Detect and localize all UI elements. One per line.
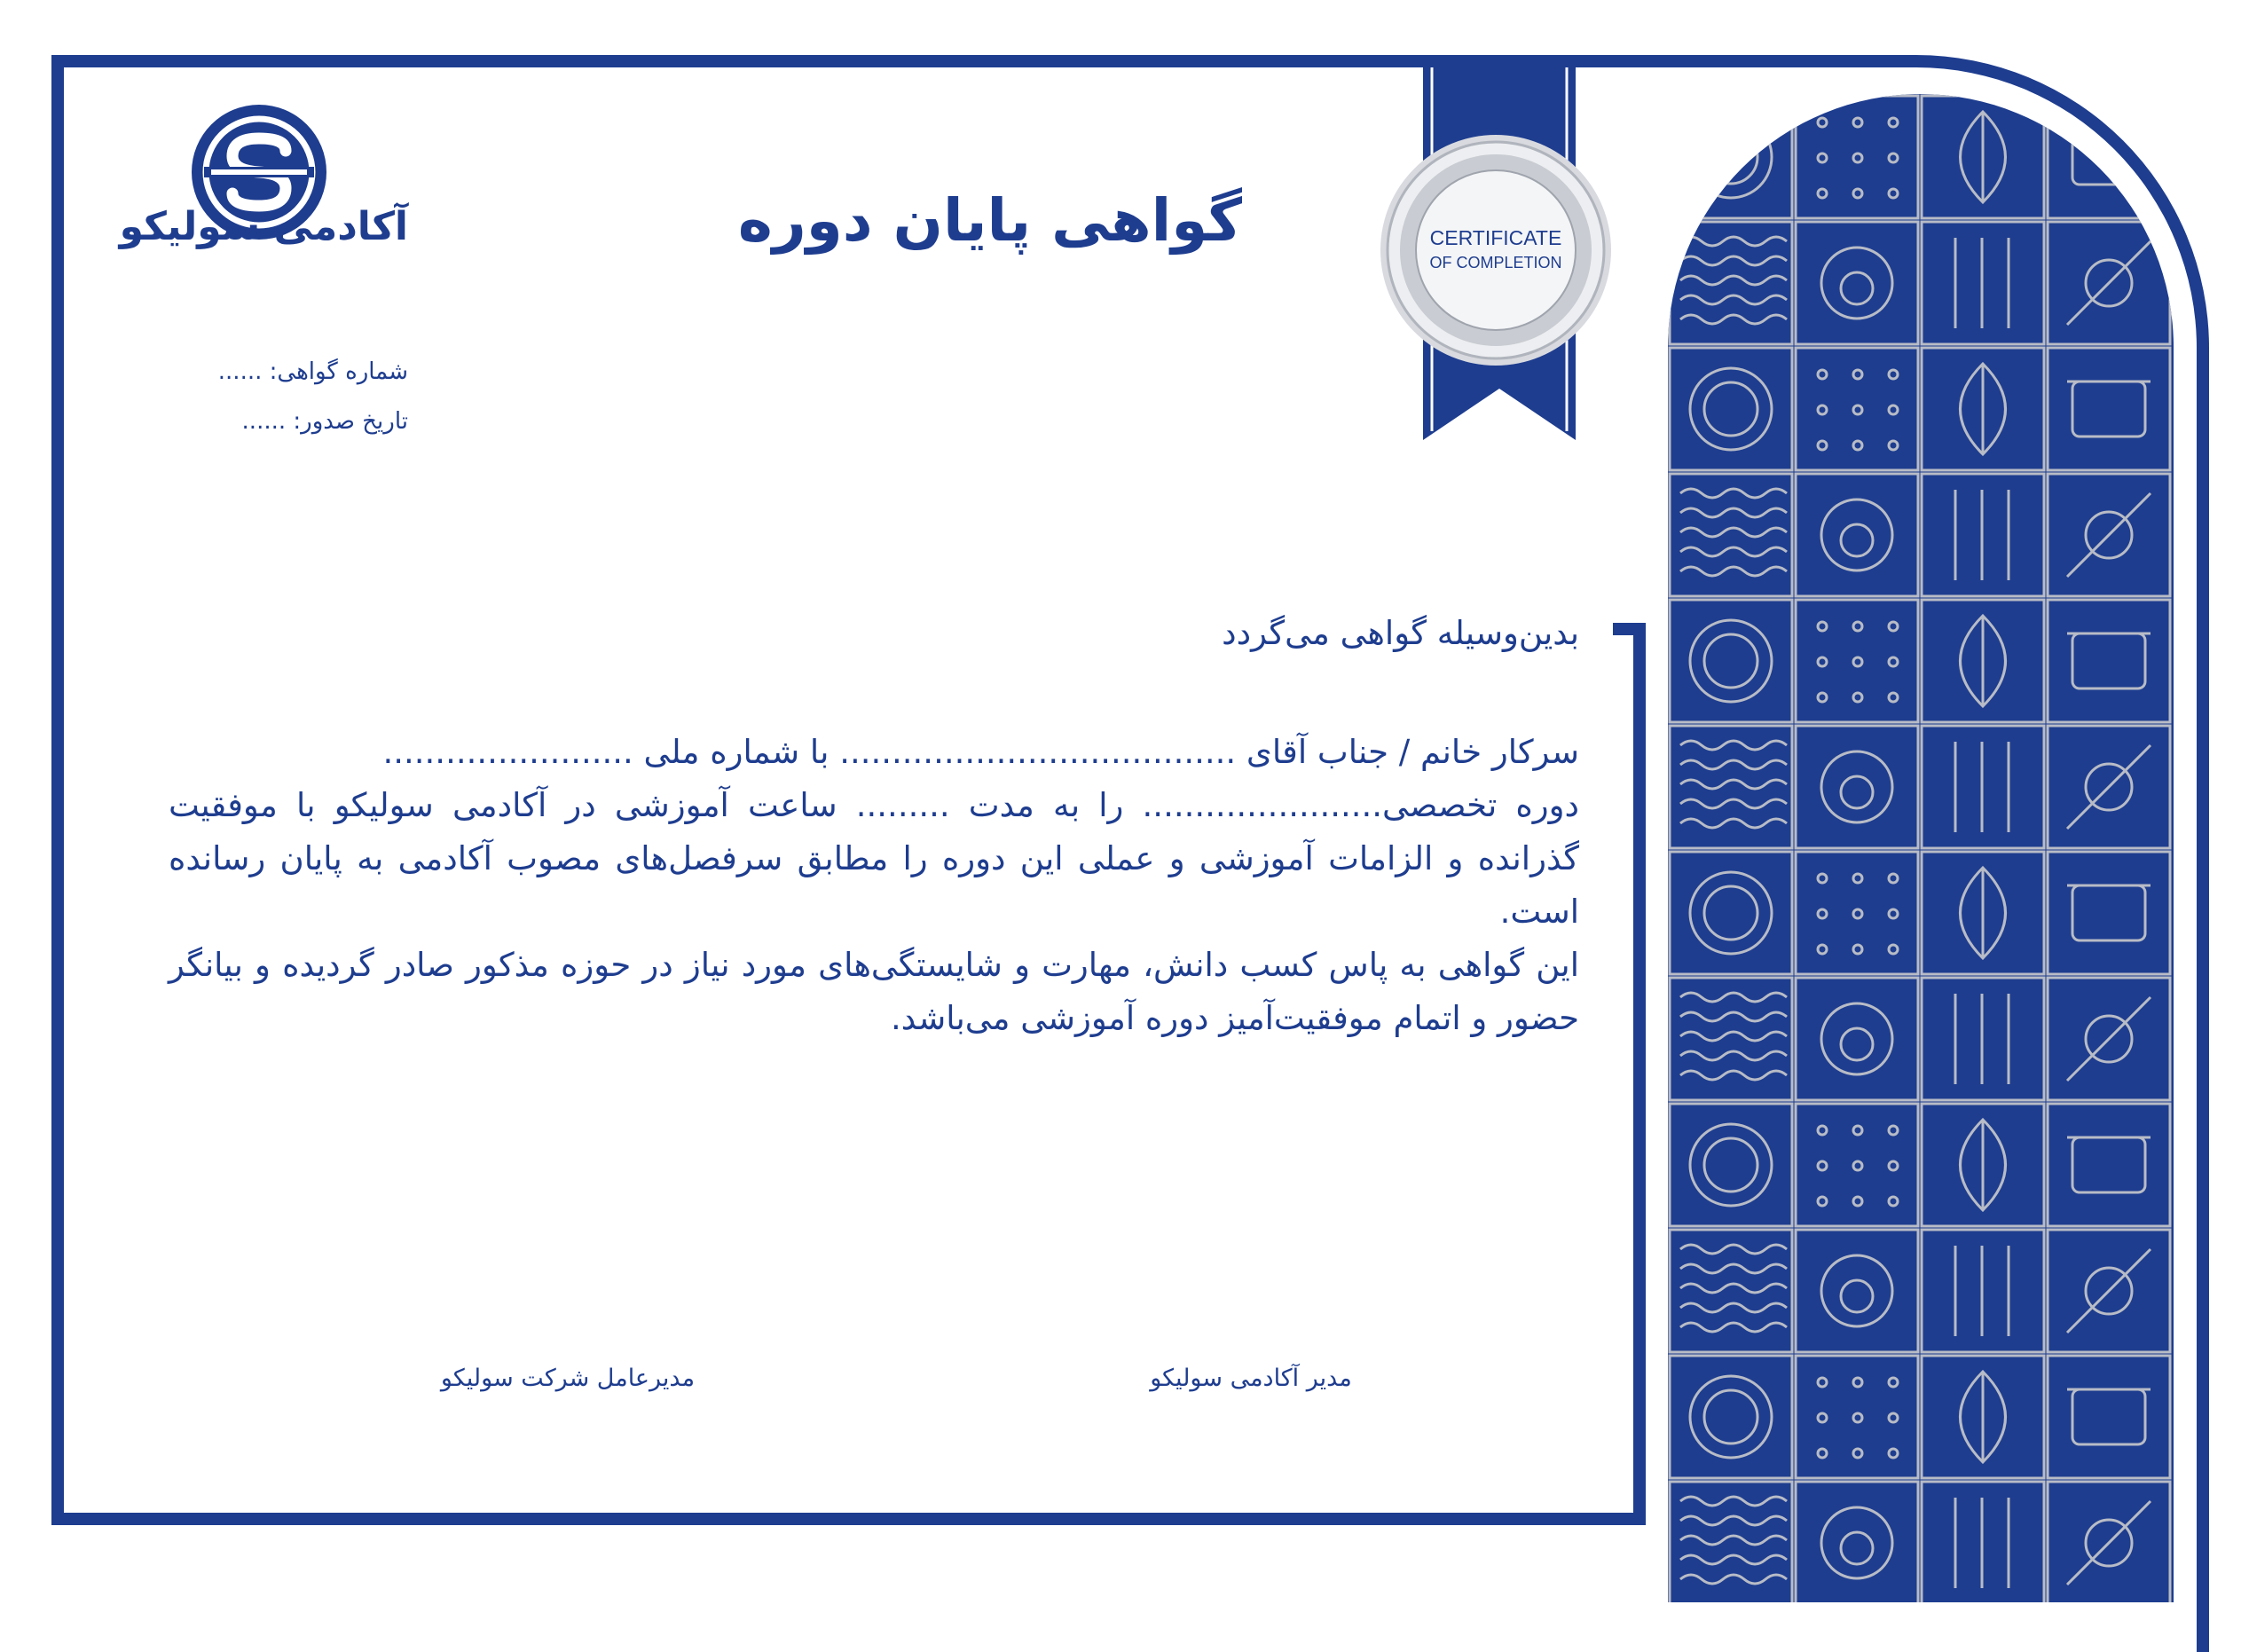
dot-icon [1853,405,1862,414]
dot-icon [1889,945,1898,954]
dot-icon [1889,909,1898,918]
wave-icon [1680,547,1787,556]
dot-icon [1818,1197,1827,1206]
wave-icon [1680,1555,1787,1564]
diagonal-icon [2067,1501,2151,1585]
dot-icon [1818,153,1827,162]
signature-ceo: مدیرعامل شرکت سولیکو [440,1365,696,1392]
pattern-cell [1796,222,1918,344]
wave-icon [1680,1071,1787,1080]
yolk-icon [1841,1280,1873,1312]
pattern-cell [1670,852,1792,974]
dot-icon [1818,1449,1827,1458]
yolk-icon [1841,1532,1873,1564]
dot-icon [1818,189,1827,198]
dot-icon [1889,118,1898,127]
pattern-cell [1670,1482,1792,1602]
pattern-cell [1796,852,1918,974]
wave-icon [1680,1245,1787,1254]
certificate-body [169,726,1579,1045]
pattern-cell [1796,474,1918,596]
wave-icon [1680,276,1787,285]
pattern-cell [2048,1104,2170,1226]
wave-icon [1680,1284,1787,1293]
wave-icon [1680,780,1787,789]
dot-icon [1818,405,1827,414]
dot-icon [1818,118,1827,127]
dot-icon [1853,693,1862,702]
pattern-cell [1670,1230,1792,1352]
paragraph1-line1: سرکار خانم / جناب آقای ...................................... با شماره ملی ........................ [382,733,1579,771]
plate-icon [1690,872,1772,954]
dot-icon [1889,1413,1898,1422]
pot-icon [2072,885,2145,940]
wave-icon [1680,1516,1787,1525]
pattern-cell [1796,600,1918,722]
wave-icon [1680,315,1787,324]
signature-academy-director: مدیر آکادمی سولیکو [1150,1365,1352,1392]
wave-icon [1680,1536,1787,1545]
dot-icon [1889,441,1898,450]
yolk-icon [1841,272,1873,304]
dot-icon [1818,945,1827,954]
dot-icon [1853,370,1862,379]
plate-inner-icon [1704,886,1757,940]
dot-icon [1853,1197,1862,1206]
dot-icon [1889,1197,1898,1206]
dot-icon [1853,1449,1862,1458]
wave-icon [1680,819,1787,828]
pattern-cell [2048,600,2170,722]
wave-icon [1680,760,1787,769]
dot-icon [1889,405,1898,414]
brand-name: آکادمی سولیکو [119,204,408,249]
page-title: گواهی پایان دوره [737,186,1242,255]
plate-inner-icon [1704,382,1757,436]
dot-icon [1889,1161,1898,1170]
wave-icon [1680,993,1787,1002]
pattern-cell [1670,474,1792,596]
dot-icon [1889,622,1898,631]
dot-icon [1818,441,1827,450]
wave-icon [1680,741,1787,750]
dot-icon [1889,1449,1898,1458]
wave-icon [1680,1575,1787,1584]
dot-icon [1853,1161,1862,1170]
pot-icon [2072,1389,2145,1444]
pattern-cell [1670,1104,1792,1226]
dot-icon [1818,370,1827,379]
wave-icon [1680,799,1787,808]
dot-icon [1853,622,1862,631]
diagonal-icon [2067,493,2151,577]
dot-icon [1818,693,1827,702]
seal-line1: CERTIFICATE [1429,226,1562,249]
dot-icon [1853,1378,1862,1387]
dot-icon [1853,657,1862,666]
wave-icon [1680,508,1787,517]
plate-inner-icon [1704,1390,1757,1444]
dot-icon [1818,1378,1827,1387]
dot-icon [1889,1378,1898,1387]
wave-icon [1680,1323,1787,1332]
wave-icon [1680,1303,1787,1312]
yolk-icon [1841,1028,1873,1060]
plate-inner-icon [1704,634,1757,688]
certificate-seal-icon [1377,131,1615,369]
pattern-cell [1796,726,1918,848]
pattern-cell [1796,1230,1918,1352]
plate-icon [1690,1124,1772,1206]
dot-icon [1818,1413,1827,1422]
pattern-cell [1796,1104,1918,1226]
diagonal-icon [2067,1249,2151,1333]
pattern-cell [2048,852,2170,974]
dot-icon [1889,153,1898,162]
egg-icon [1821,1003,1892,1074]
frame-top-border [51,55,1826,67]
dot-icon [1889,657,1898,666]
yolk-icon [1841,524,1873,556]
certificate-number: شماره گواهی: ...... [217,358,408,385]
dot-icon [1818,874,1827,883]
issue-date: تاریخ صدور: ...... [241,408,408,435]
wave-icon [1680,237,1787,246]
frame-left-border [51,55,64,1525]
pattern-cell [1796,978,1918,1100]
dot-icon [1853,153,1862,162]
pattern-cell [1670,978,1792,1100]
wave-icon [1680,1032,1787,1041]
wave-icon [1680,528,1787,537]
dot-icon [1889,189,1898,198]
pattern-cell [2048,1356,2170,1478]
plate-icon [1690,368,1772,450]
dot-icon [1853,441,1862,450]
dot-icon [1853,1413,1862,1422]
pattern-cell [2048,348,2170,470]
pattern-cell [1796,1482,1918,1602]
dot-icon [1818,1126,1827,1135]
egg-icon [1821,248,1892,319]
intro-line: بدین‌وسیله گواهی می‌گردد [1222,614,1579,652]
dot-icon [1853,945,1862,954]
wave-icon [1680,567,1787,576]
wave-icon [1680,256,1787,265]
pot-icon [2072,633,2145,688]
pattern-cell [1670,348,1792,470]
egg-icon [1821,500,1892,570]
dot-icon [1853,118,1862,127]
wave-icon [1680,1264,1787,1273]
paragraph1-rest: دوره تخصصی....................... را به مدت ......... ساعت آموزشی در آکادمی سولیکو با موفقیت گذرانده و الزامات آموزشی و عملی این دوره را مطابق سرفصل‌های مصوب آکادمی به پایان رسانده است. [169,786,1579,931]
wave-icon [1680,1497,1787,1506]
diagonal-icon [2067,241,2151,325]
wave-icon [1680,1012,1787,1021]
dot-icon [1853,909,1862,918]
pattern-cell [1796,348,1918,470]
kitchen-pattern-panel [1668,94,2174,1602]
dot-icon [1818,909,1827,918]
pattern-cell [1670,726,1792,848]
frame-bottom-border [51,1513,1646,1525]
egg-icon [1821,1507,1892,1578]
dot-icon [1818,1161,1827,1170]
kitchen-pattern-illustration [1668,94,2174,1602]
dot-icon [1889,693,1898,702]
pot-icon [2072,1137,2145,1192]
diagonal-icon [2067,745,2151,829]
dot-icon [1853,874,1862,883]
wave-icon [1680,489,1787,498]
egg-icon [1821,751,1892,822]
plate-icon [1690,620,1772,702]
dot-icon [1853,189,1862,198]
plate-inner-icon [1704,1138,1757,1192]
diagonal-icon [2067,997,2151,1081]
dot-icon [1818,622,1827,631]
wave-icon [1680,1051,1787,1060]
dot-icon [1889,1126,1898,1135]
wave-icon [1680,295,1787,304]
egg-icon [1821,1255,1892,1326]
dot-icon [1818,657,1827,666]
paragraph2: این گواهی به پاس کسب دانش، مهارت و شایستگی‌های مورد نیاز در حوزه مذکور صادر گردیده و بیانگر حضور و اتمام موفقیت‌آمیز دوره آموزشی می‌باشد. [169,946,1579,1037]
dot-icon [1853,1126,1862,1135]
dot-icon [1889,874,1898,883]
dot-icon [1889,370,1898,379]
yolk-icon [1841,776,1873,808]
pattern-cell [1796,1356,1918,1478]
pattern-cell [1670,600,1792,722]
pot-icon [2072,382,2145,437]
plate-icon [1690,1376,1772,1458]
pattern-cell [1670,1356,1792,1478]
seal-line2: OF COMPLETION [1429,254,1562,271]
